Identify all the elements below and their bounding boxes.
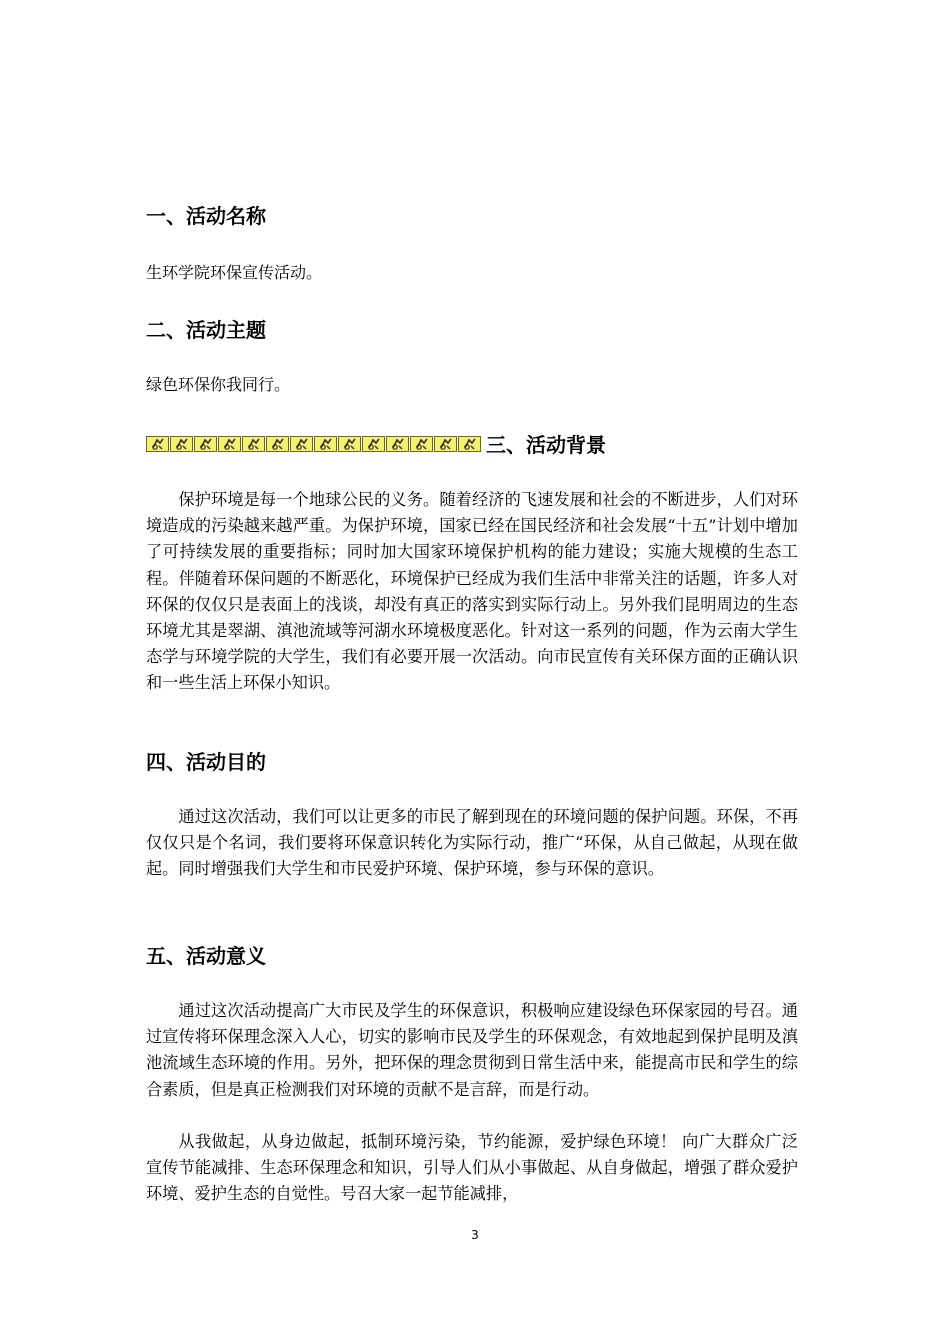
broken-glyph-icon <box>434 436 457 452</box>
broken-glyph-icon <box>386 436 409 452</box>
background-heading-row <box>146 431 606 459</box>
heading-activity-name: 一、活动名称 <box>146 204 266 228</box>
significance-paragraph-1: 通过这次活动提高广大市民及学生的环保意识，积极响应建设绿色环保家园的号召。通过宣传将环保理念深入人心，切实的影响市民及学生的环保观念，有效地起到保护昆明及滇池流域生态环境的作用。另外，把环保的理念贯彻到日常生活中来，能提高市民和学生的综合素质，但是真正检测我们对环境的贡献不是言辞，而是行动。 <box>146 1001 798 1099</box>
page-number: 3 <box>471 1228 479 1242</box>
significance-paragraph-2: 从我做起，从身边做起，抵制环境污染，节约能源，爱护绿色环境！ 向广大群众广泛宣传节能减排、生态环保理念和知识，引导人们从小事做起、从自身做起，增强了群众爱护环境、爱护生态的自觉性。号召大家一起节能减排， <box>146 1132 798 1204</box>
heading-activity-purpose: 四、活动目的 <box>146 750 266 774</box>
broken-glyph-icon <box>266 436 289 452</box>
broken-glyph-icon <box>170 436 193 452</box>
broken-glyph-icon <box>218 436 241 452</box>
heading-activity-significance: 五、活动意义 <box>146 944 266 968</box>
activity-name-text: 生环学院环保宣传活动。 <box>146 263 323 282</box>
broken-glyph-icon <box>146 436 169 452</box>
broken-glyph-icon <box>338 436 361 452</box>
purpose-paragraph: 通过这次活动，我们可以让更多的市民了解到现在的环境问题的保护问题。环保，不再仅仅只是个名词，我们要将环保意识转化为实际行动，推广“环保，从自己做起，从现在做起。同时增强我们大学生和市民爱护环境、保护环境，参与环保的意识。 <box>146 807 798 879</box>
broken-glyph-icon <box>410 436 433 452</box>
broken-glyph-icon <box>194 436 217 452</box>
heading-activity-theme: 二、活动主题 <box>146 318 266 342</box>
heading-activity-background: 三、活动背景 <box>486 433 606 457</box>
broken-glyph-icon <box>314 436 337 452</box>
broken-glyph-icon <box>290 436 313 452</box>
activity-theme-text: 绿色环保你我同行。 <box>146 375 291 394</box>
broken-glyph-icon <box>458 436 481 452</box>
broken-glyph-strip <box>146 436 482 454</box>
background-paragraph: 保护环境是每一个地球公民的义务。随着经济的飞速发展和社会的不断进步，人们对环境造成的污染越来越严重。为保护环境，国家已经在国民经济和社会发展“十五”计划中增加了可持续发展的重要指标；同时加大国家环境保护机构的能力建设；实施大规模的生态工程。伴随着环保问题的不断恶化，环境保护已经成为我们生活中非常关注的话题，许多人对环保的仅仅只是表面上的浅谈，却没有真正的落实到实际行动上。另外我们昆明周边的生态环境尤其是翠湖、滇池流域等河湖水环境极度恶化。针对这一系列的问题，作为云南大学生态学与环境学院的大学生，我们有必要开展一次活动。向市民宣传有关环保方面的正确认识和一些生活上环保小知识。 <box>146 490 798 693</box>
broken-glyph-icon <box>362 436 385 452</box>
broken-glyph-icon <box>242 436 265 452</box>
